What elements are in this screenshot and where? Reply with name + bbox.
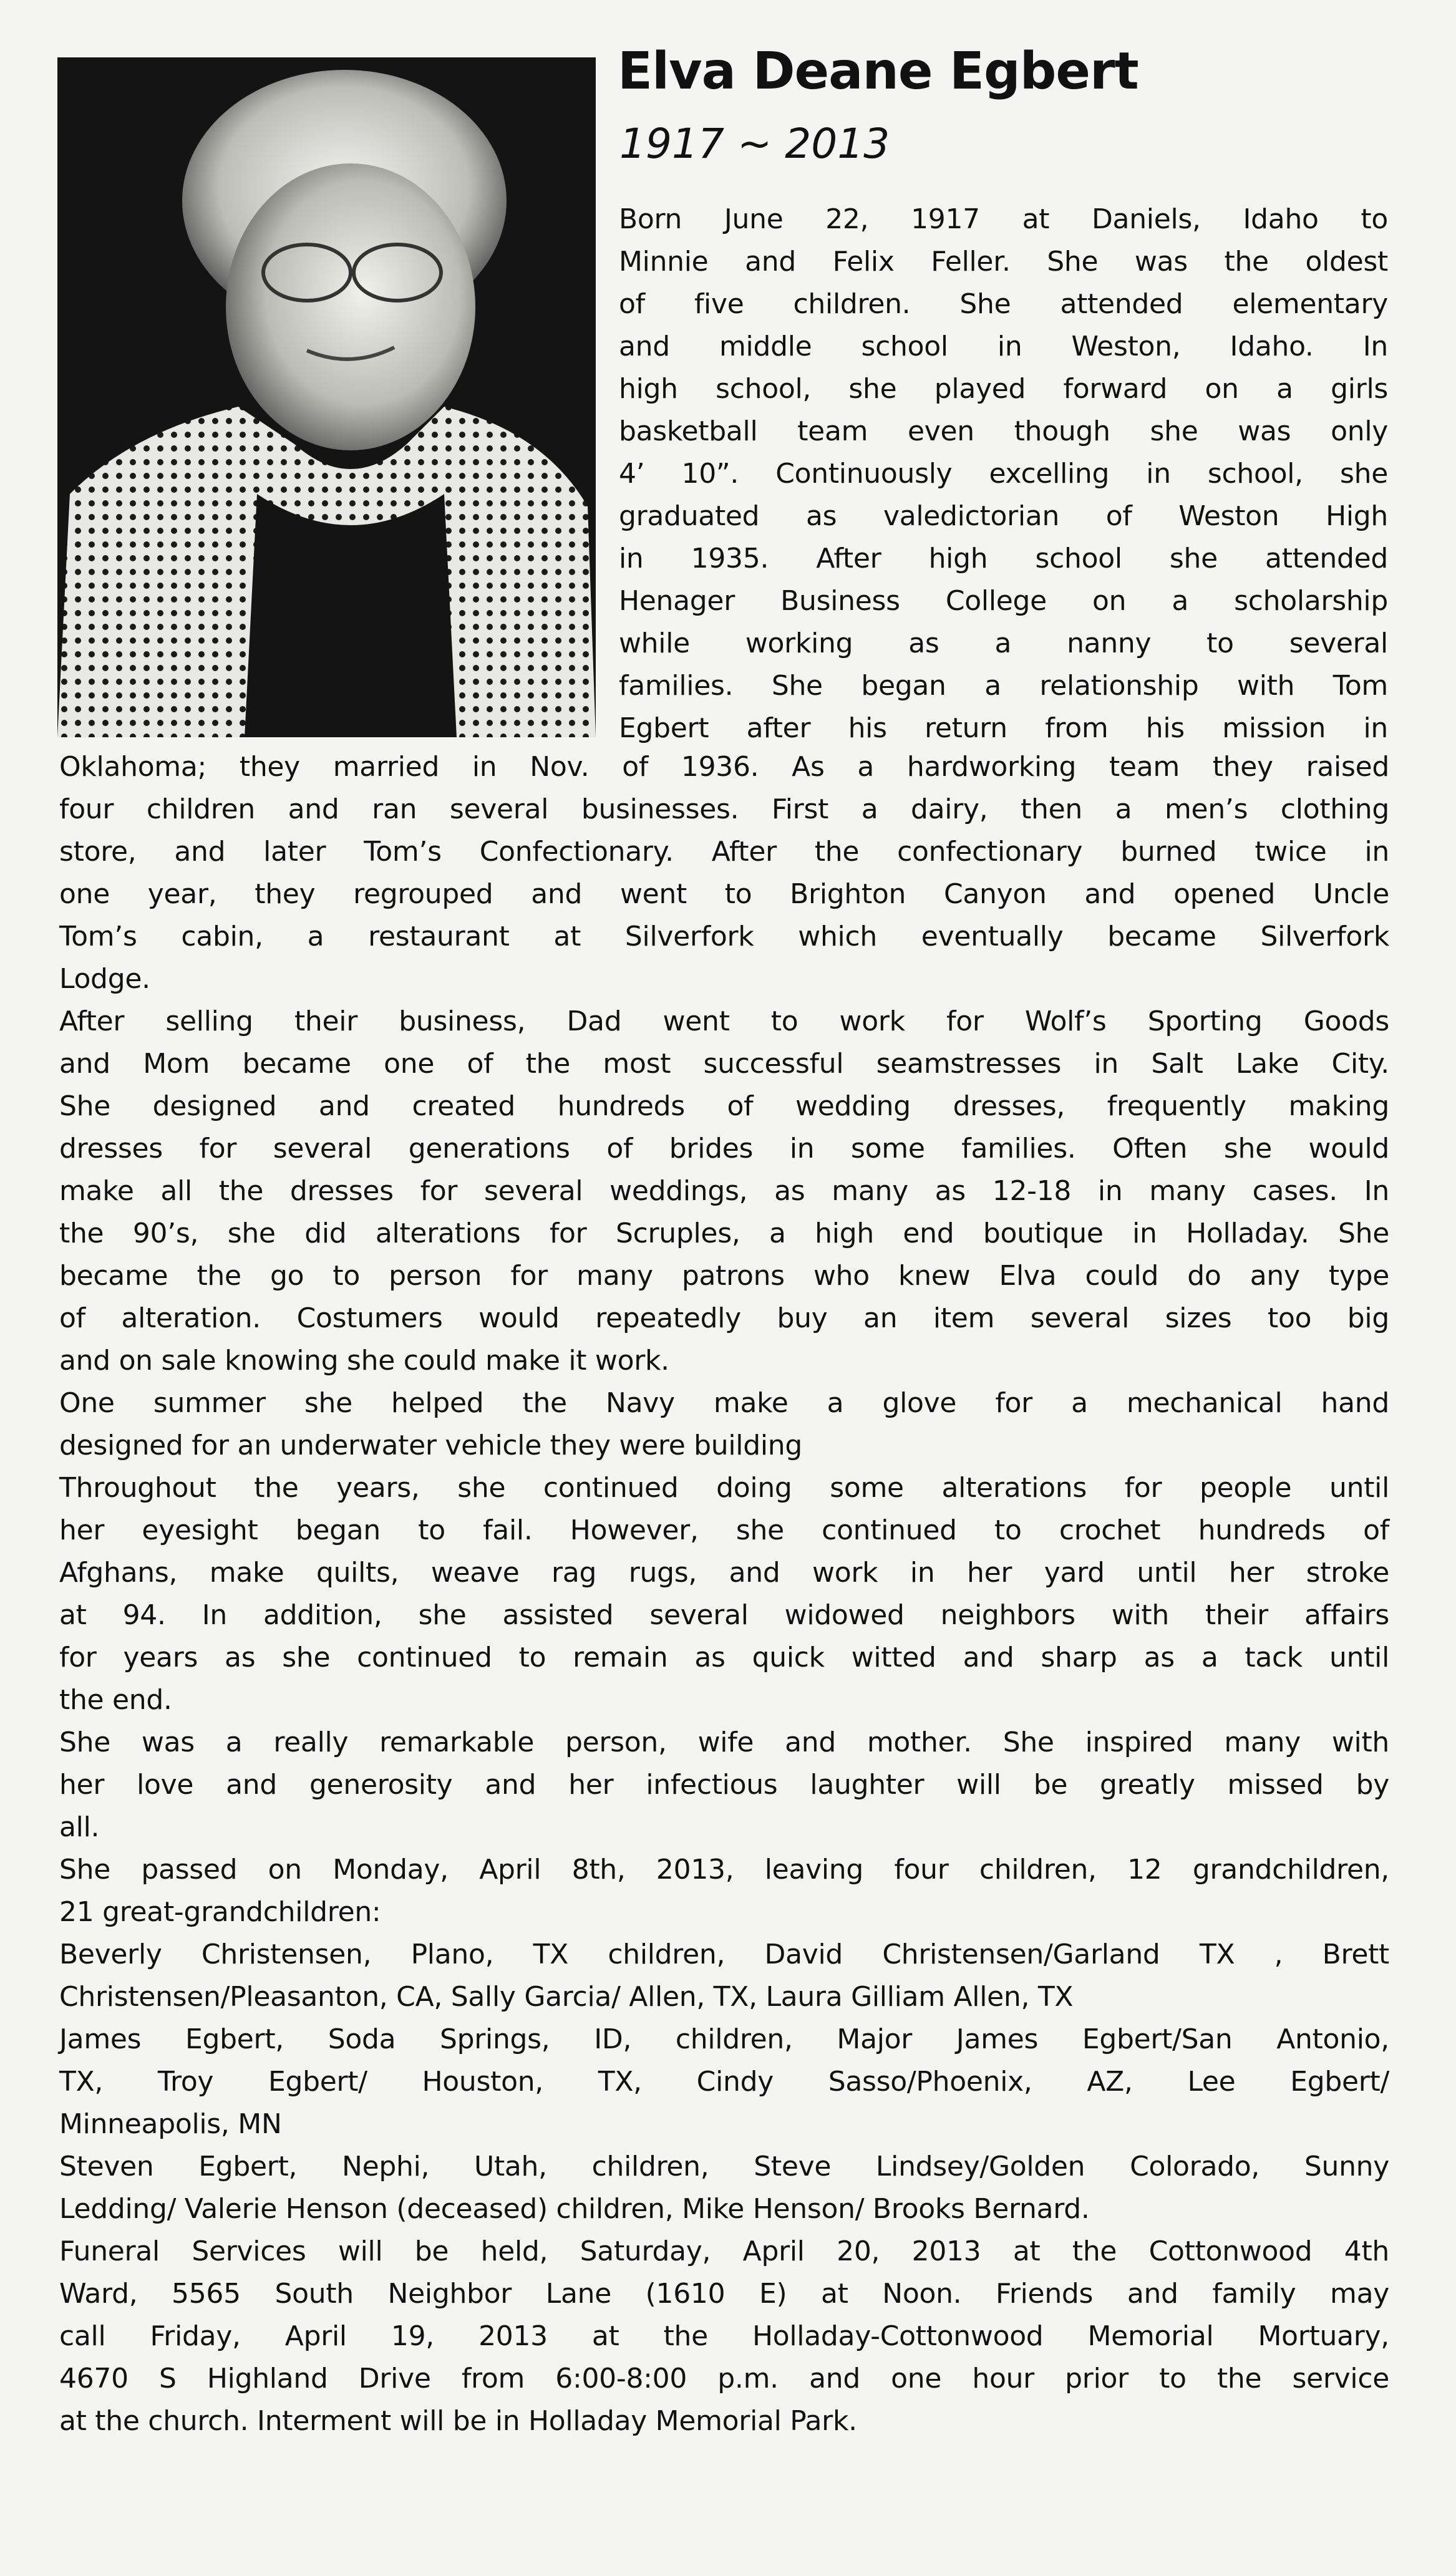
text-line: Throughout the years, she continued doing some alterations for people until bbox=[59, 1472, 1389, 1504]
text-line: for years as she continued to remain as quick witted and sharp as a tack until bbox=[59, 1642, 1389, 1673]
text-line: became the go to person for many patrons who knew Elva could do any type bbox=[59, 1260, 1389, 1292]
text-line: Beverly Christensen, Plano, TX children, David Christensen/Garland TX , Brett bbox=[59, 1939, 1389, 1970]
text-line: dresses for several generations of brides in some families. Often she would bbox=[59, 1133, 1389, 1165]
text-line: and on sale knowing she could make it work. bbox=[59, 1345, 669, 1377]
paragraph bbox=[59, 1467, 1389, 1721]
text-line: one year, they regrouped and went to Brighton Canyon and opened Uncle bbox=[59, 878, 1389, 910]
portrait-photo bbox=[57, 57, 596, 737]
text-line: designed for an underwater vehicle they were building bbox=[59, 1430, 802, 1461]
text-line: the end. bbox=[59, 1684, 172, 1716]
paragraph bbox=[59, 1849, 1389, 1934]
text-line: four children and ran several businesses. First a dairy, then a men’s clothing bbox=[59, 793, 1389, 825]
text-line: She passed on Monday, April 8th, 2013, leaving four children, 12 grandchildren, bbox=[59, 1854, 1389, 1886]
paragraph bbox=[59, 2146, 1389, 2230]
text-line: She was a really remarkable person, wife and mother. She inspired many with bbox=[59, 1726, 1389, 1758]
text-line: Henager Business College on a scholarship bbox=[619, 585, 1388, 617]
paragraph bbox=[59, 1000, 1389, 1382]
text-line: 21 great-grandchildren: bbox=[59, 1896, 381, 1928]
text-line: families. She began a relationship with Tom bbox=[619, 670, 1388, 702]
text-line: basketball team even though she was only bbox=[619, 415, 1388, 447]
text-line: She designed and created hundreds of wedding dresses, frequently making bbox=[59, 1090, 1389, 1122]
paragraph bbox=[59, 1934, 1389, 2018]
text-line: of five children. She attended elementary bbox=[619, 288, 1388, 320]
text-line: high school, she played forward on a girls bbox=[619, 373, 1388, 405]
paragraph bbox=[59, 2018, 1389, 2146]
life-dates: 1917 ~ 2013 bbox=[619, 120, 890, 168]
text-line: 4’ 10”. Continuously excelling in school, she bbox=[619, 458, 1388, 490]
intro-text bbox=[619, 198, 1388, 750]
paragraph bbox=[59, 1382, 1389, 1467]
text-line: Ward, 5565 South Neighbor Lane (1610 E) at Noon. Friends and family may bbox=[59, 2278, 1389, 2310]
text-line: the 90’s, she did alterations for Scruples, a high end boutique in Holladay. She bbox=[59, 1218, 1389, 1249]
text-line: After selling their business, Dad went to work for Wolf’s Sporting Goods bbox=[59, 1005, 1389, 1037]
text-line: Tom’s cabin, a restaurant at Silverfork which eventually became Silverfork bbox=[59, 921, 1389, 952]
obituary-body bbox=[59, 746, 1389, 2443]
portrait-icon bbox=[57, 57, 596, 737]
text-line: call Friday, April 19, 2013 at the Holladay-Cottonwood Memorial Mortuary, bbox=[59, 2320, 1389, 2352]
text-line: at the church. Interment will be in Holladay Memorial Park. bbox=[59, 2405, 857, 2437]
text-line: One summer she helped the Navy make a glove for a mechanical hand bbox=[59, 1387, 1389, 1419]
text-line: of alteration. Costumers would repeatedly buy an item several sizes too big bbox=[59, 1302, 1389, 1334]
text-line: store, and later Tom’s Confectionary. After the confectionary burned twice in bbox=[59, 836, 1389, 868]
text-line: all. bbox=[59, 1811, 100, 1843]
paragraph bbox=[59, 1721, 1389, 1849]
text-line: Lodge. bbox=[59, 963, 150, 995]
text-line: Steven Egbert, Nephi, Utah, children, Steve Lindsey/Golden Colorado, Sunny bbox=[59, 2151, 1389, 2182]
text-line: and Mom became one of the most successful seamstresses in Salt Lake City. bbox=[59, 1048, 1389, 1080]
text-line: 4670 S Highland Drive from 6:00-8:00 p.m. and one hour prior to the service bbox=[59, 2363, 1389, 2394]
text-line: graduated as valedictorian of Weston High bbox=[619, 500, 1388, 532]
text-line: Christensen/Pleasanton, CA, Sally Garcia/ Allen, TX, Laura Gilliam Allen, TX bbox=[59, 1981, 1074, 2013]
text-line: while working as a nanny to several bbox=[619, 627, 1388, 659]
text-line: in 1935. After high school she attended bbox=[619, 543, 1388, 574]
text-line: Funeral Services will be held, Saturday, April 20, 2013 at the Cottonwood 4th bbox=[59, 2235, 1389, 2267]
text-line: Oklahoma; they married in Nov. of 1936. As a hardworking team they raised bbox=[59, 751, 1389, 783]
text-line: Minneapolis, MN bbox=[59, 2108, 282, 2140]
text-line: Ledding/ Valerie Henson (deceased) children, Mike Henson/ Brooks Bernard. bbox=[59, 2193, 1090, 2225]
text-line: Minnie and Felix Feller. She was the oldest bbox=[619, 246, 1388, 278]
text-line: Egbert after his return from his mission in bbox=[619, 712, 1388, 744]
obituary-name: Elva Deane Egbert bbox=[618, 42, 1138, 101]
text-line: and middle school in Weston, Idaho. In bbox=[619, 331, 1388, 362]
text-line: her love and generosity and her infectious laughter will be greatly missed by bbox=[59, 1769, 1389, 1801]
paragraph bbox=[59, 746, 1389, 1000]
text-line: make all the dresses for several weddings, as many as 12-18 in many cases. In bbox=[59, 1175, 1389, 1207]
text-line: Born June 22, 1917 at Daniels, Idaho to bbox=[619, 203, 1388, 235]
text-line: James Egbert, Soda Springs, ID, children, Major James Egbert/San Antonio, bbox=[59, 2023, 1389, 2055]
text-line: Afghans, make quilts, weave rag rugs, and work in her yard until her stroke bbox=[59, 1557, 1389, 1589]
text-line: at 94. In addition, she assisted several widowed neighbors with their affairs bbox=[59, 1599, 1389, 1631]
paragraph bbox=[59, 2230, 1389, 2443]
text-line: TX, Troy Egbert/ Houston, TX, Cindy Sasso/Phoenix, AZ, Lee Egbert/ bbox=[59, 2066, 1389, 2098]
text-line: her eyesight began to fail. However, she continued to crochet hundreds of bbox=[59, 1514, 1389, 1546]
